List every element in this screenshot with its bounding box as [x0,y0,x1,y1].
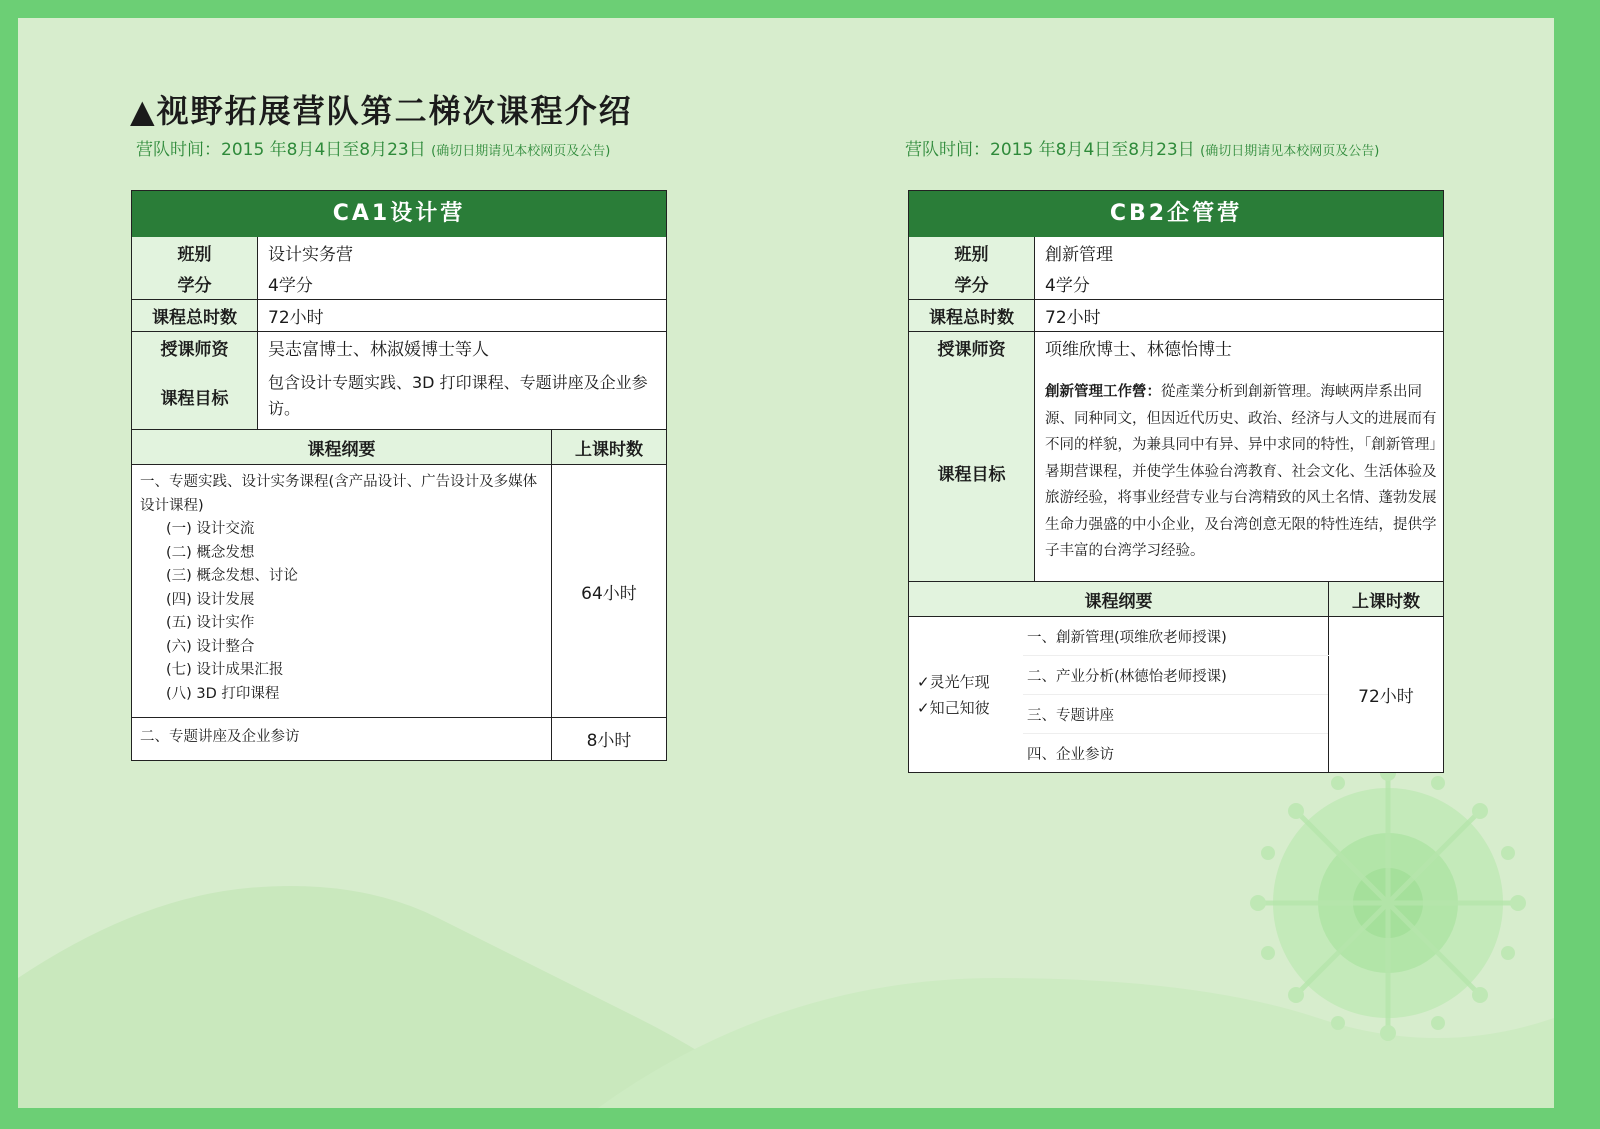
camp-time-note: (确切日期请见本校网页及公告) [1200,144,1380,159]
section-1-hours: 64小时 [552,465,667,718]
list-item: (四) 设计发展 [166,591,255,608]
syllabus-header: 课程纲要 [132,430,552,465]
class-label: 班别 [132,237,258,268]
list-item: (七) 设计成果汇报 [166,662,284,678]
list-item: 三、专题讲座 [1023,695,1329,734]
camp-time-main: 营队时间：2015 年8月4日至8月23日 [136,140,426,160]
ca1-course-card [131,190,667,761]
section-2-hours: 8小时 [552,718,667,760]
goal-value [1035,363,1444,581]
list-item: (五) 设计实作 [166,615,255,631]
ca1-syllabus-table [132,429,666,760]
teacher-label: 授课师资 [909,331,1035,363]
total-hours-label: 课程总时数 [909,299,1035,331]
teacher-label: 授课师资 [132,331,258,363]
syllabus-hours: 72小时 [1329,617,1444,773]
check-item: ✓灵光乍现 [917,672,990,691]
goal-label: 课程目标 [909,363,1035,581]
cb2-course-card [908,190,1444,773]
list-item: (二) 概念发想 [166,544,255,561]
camp-time-left [136,135,610,160]
check-item: ✓知己知彼 [917,698,990,717]
credit-label: 学分 [132,268,258,299]
total-hours-value: 72小时 [1035,299,1444,331]
credit-value: 4学分 [1045,275,1090,296]
syllabus-section-1 [132,465,552,718]
cb2-header: CB2企管营 [909,191,1443,237]
list-item: (一) 设计交流 [166,521,255,537]
syllabus-header: 课程纲要 [909,582,1329,617]
list-item: (六) 设计整合 [166,638,255,655]
brochure-page [18,18,1554,1108]
goal-body: 從產業分析到創新管理。海峡两岸系出同源、同种同文，但因近代历史、政治、经济与人文的进展而有不同的样貌，为兼具同中有异、异中求同的特性，「創新管理」暑期营课程，并使学生体验台湾教育、社会文化、生活体验及旅游经验，将事业经营专业与台湾精致的风土名情、蓬勃发展生命力强盛的中小企业，及台湾创意无限的特性连结，提供学子丰富的台湾学习经验。 [1045,384,1437,560]
class-label: 班别 [909,237,1035,268]
goal-label: 课程目标 [132,363,258,429]
list-item: 四、企业参访 [1027,746,1114,763]
cb2-syllabus-table [909,581,1443,772]
page-title: ▲视野拓展营队第二梯次课程介绍 [130,92,633,130]
theme-checklist [909,617,1023,773]
camp-time-note: (确切日期请见本校网页及公告) [431,144,611,159]
list-item: 二、产业分析(林德怡老师授课) [1023,656,1329,695]
ca1-info-table [132,237,666,429]
section-2-title: 二、专题讲座及企业参访 [132,718,552,760]
hours-header: 上课时数 [1329,582,1444,617]
class-value: 设计实务营 [268,245,353,265]
credit-label: 学分 [909,268,1035,299]
goal-lead: 創新管理工作營： [1045,384,1161,401]
section-1-title: 一、专题实践、设计实务课程(含产品设计、广告设计及多媒体设计课程) [140,474,538,514]
camp-time-right [905,135,1379,160]
camp-time-main: 营队时间：2015 年8月4日至8月23日 [905,140,1195,160]
teacher-value: 项维欣博士、林德怡博士 [1035,331,1444,363]
goal-value: 包含设计专题实践、3D 打印课程、专题讲座及企业参访。 [268,372,648,418]
cb2-info-table [909,237,1443,581]
total-hours-label: 课程总时数 [132,299,258,331]
sun-wheel-icon [1250,765,1526,1041]
total-hours-value: 72小时 [258,299,667,331]
ca1-header: CA1设计营 [132,191,666,237]
list-item: 一、創新管理(项维欣老师授课) [1023,617,1329,656]
class-value: 創新管理 [1045,245,1113,265]
list-item: (三) 概念发想、讨论 [166,568,298,584]
hours-header: 上课时数 [552,430,667,465]
credit-value: 4学分 [268,275,313,296]
list-item: (八) 3D 打印课程 [166,685,280,702]
teacher-value: 吴志富博士、林淑媛博士等人 [258,331,667,363]
